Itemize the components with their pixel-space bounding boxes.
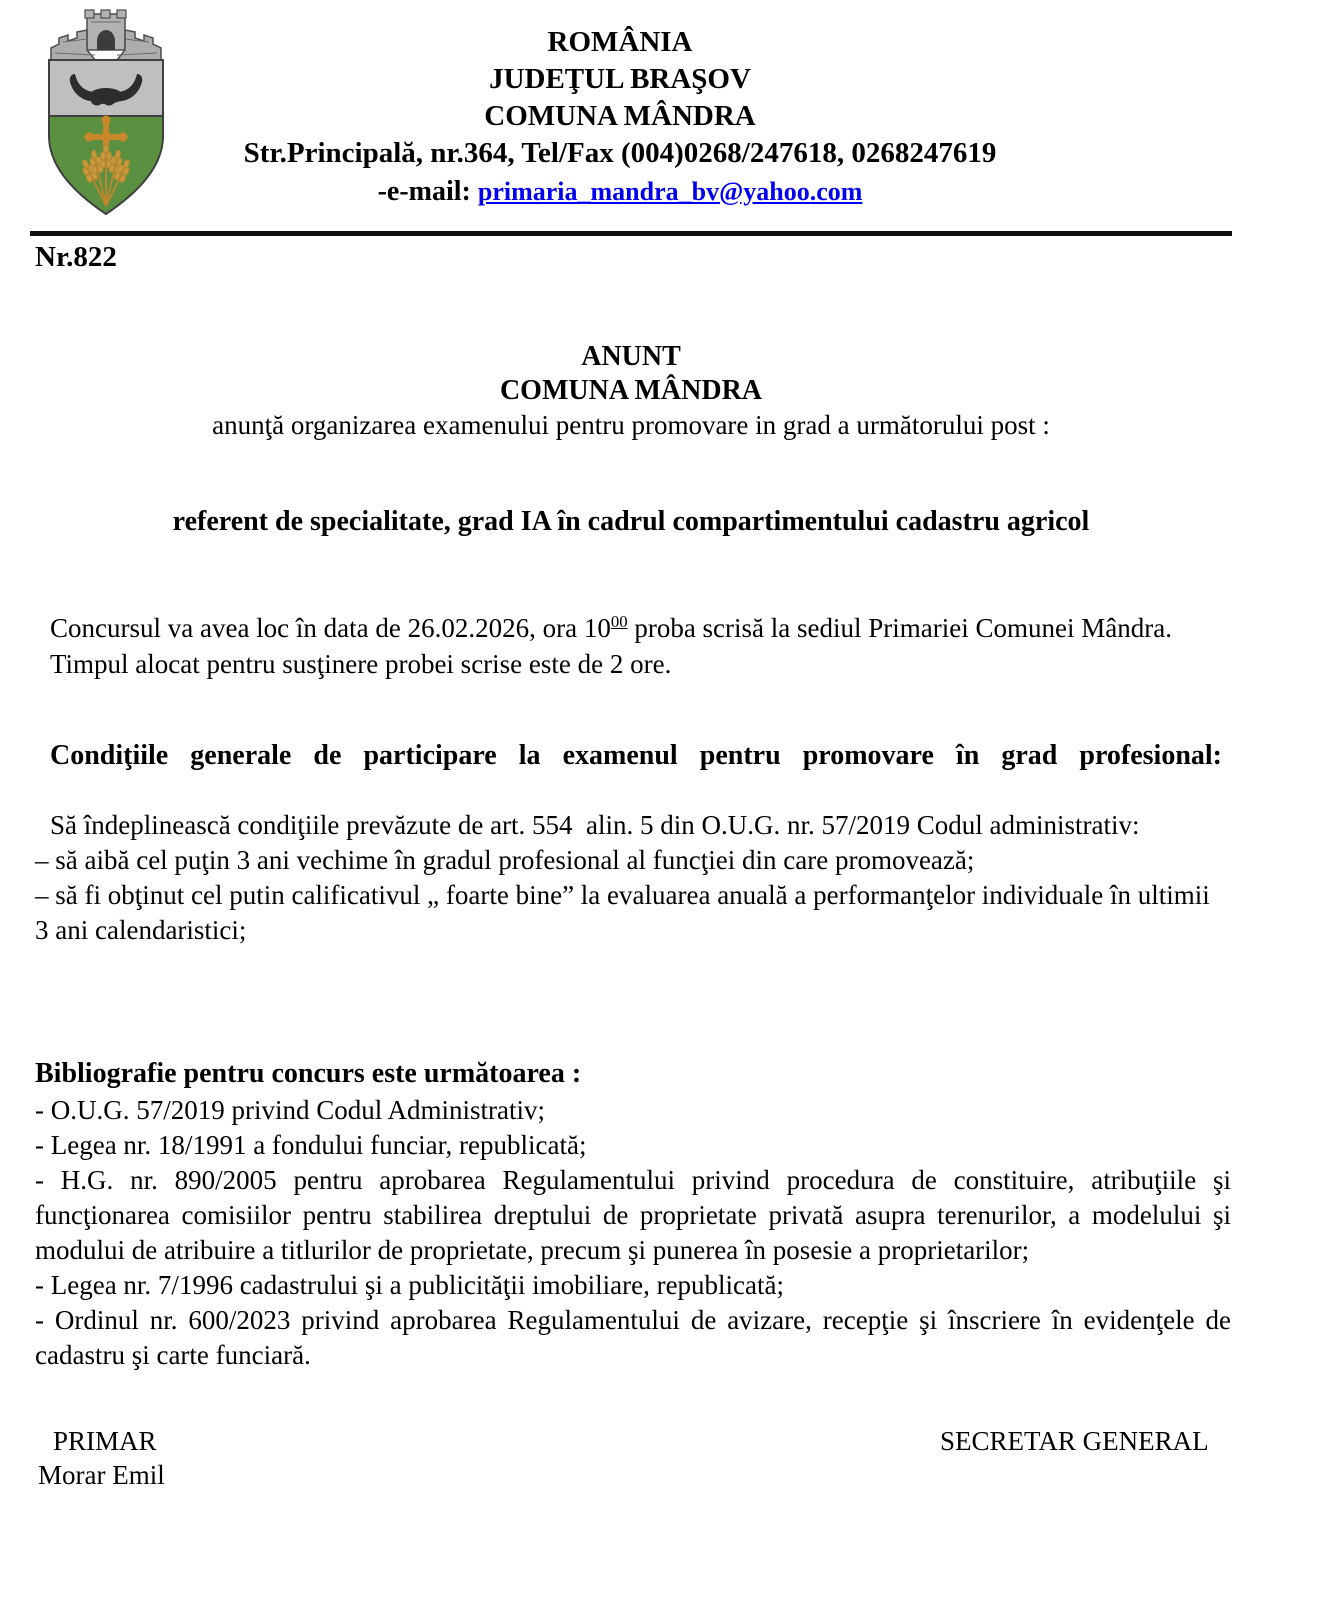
shield-icon — [49, 60, 163, 214]
announcement-intro: anunţă organizarea examenului pentru promovare in grad a următorului post : — [212, 410, 1050, 440]
letterhead — [215, 24, 1025, 210]
bibliography-section — [35, 1056, 1231, 1373]
exam-date-text: Concursul va avea loc în data de 26.02.2026, ora 10 — [50, 613, 611, 643]
title-block — [35, 340, 1227, 442]
document-subtitle: COMUNA MÂNDRA — [499, 375, 763, 406]
mural-crown-icon — [51, 10, 161, 60]
condition-item: – să aibă cel puţin 3 ani vechime în gradul profesional al funcţiei din care promovează; — [35, 845, 975, 875]
exam-location-text: proba scrisă la sediul Primariei Comunei Mândra. — [627, 613, 1172, 643]
conditions-intro: Să îndeplinească condiţiile prevăzute de art. 554 alin. 5 din O.U.G. nr. 57/2019 Codul administrativ: — [50, 810, 1140, 840]
bibliography-item: - O.U.G. 57/2019 privind Codul Administrativ; — [35, 1095, 545, 1125]
condition-item: – să fi obţinut cel putin calificativul „ foarte bine” la evaluarea anuală a performanţelor individuale în ultimii 3 ani calendaristici; — [35, 880, 1210, 945]
bibliography-item: - Legea nr. 7/1996 cadastrului şi a publicităţii imobiliare, republicată; — [35, 1270, 785, 1300]
bibliography-item: - H.G. nr. 890/2005 pentru aprobarea Regulamentului privind procedura de constituire, atribuţiile şi funcţionarea comisiilor pentru stabilirea dreptului de proprietate privată asupra terenurilor, a modelului şi modului de atribuire a titlurilor de proprietate, precum şi punerea în posesie a proprietarilor; — [35, 1165, 1231, 1265]
exam-duration-line: Timpul alocat pentru susţinere probei scrise este de 2 ore. — [50, 649, 672, 679]
exam-details — [50, 604, 1230, 682]
country-name: ROMÂNIA — [547, 26, 693, 58]
coat-of-arms — [35, 8, 177, 218]
address-line: Str.Principală, nr.364, Tel/Fax (004)0268/247618, 0268247619 — [243, 137, 997, 169]
bibliography-heading: Bibliografie pentru concurs este următoarea : — [35, 1058, 582, 1089]
email-line — [215, 173, 1025, 210]
bibliography-item: - Ordinul nr. 600/2023 privind aprobarea Regulamentului de avizare, recepţie şi înscriere în evidenţele de cadastru şi carte funciară. — [35, 1305, 1231, 1370]
document-title: ANUNT — [581, 341, 681, 372]
bibliography-item: - Legea nr. 18/1991 a fondului funciar, republicată; — [35, 1130, 587, 1160]
commune-name: COMUNA MÂNDRA — [484, 100, 756, 132]
document-number: Nr.822 — [35, 241, 117, 273]
mayor-title: PRIMAR — [53, 1426, 157, 1456]
email-link[interactable]: primaria_mandra_bv@yahoo.com — [477, 177, 863, 206]
position-title: referent de specialitate, grad IA în cadrul compartimentului cadastru agricol — [172, 506, 1090, 537]
mayor-name: Morar Emil — [38, 1460, 165, 1490]
email-label: -e-mail: — [377, 176, 471, 207]
conditions-heading: Condiţiile generale de participare la examenul pentru promovare în grad profesional: — [50, 740, 1222, 771]
header-divider — [30, 231, 1232, 236]
secretary-title: SECRETAR GENERAL — [940, 1426, 1209, 1456]
exam-date-line — [50, 604, 1230, 646]
conditions-paragraph — [35, 808, 1229, 948]
exam-hour-superscript: 00 — [610, 612, 628, 631]
county-name: JUDEŢUL BRAŞOV — [489, 63, 751, 95]
